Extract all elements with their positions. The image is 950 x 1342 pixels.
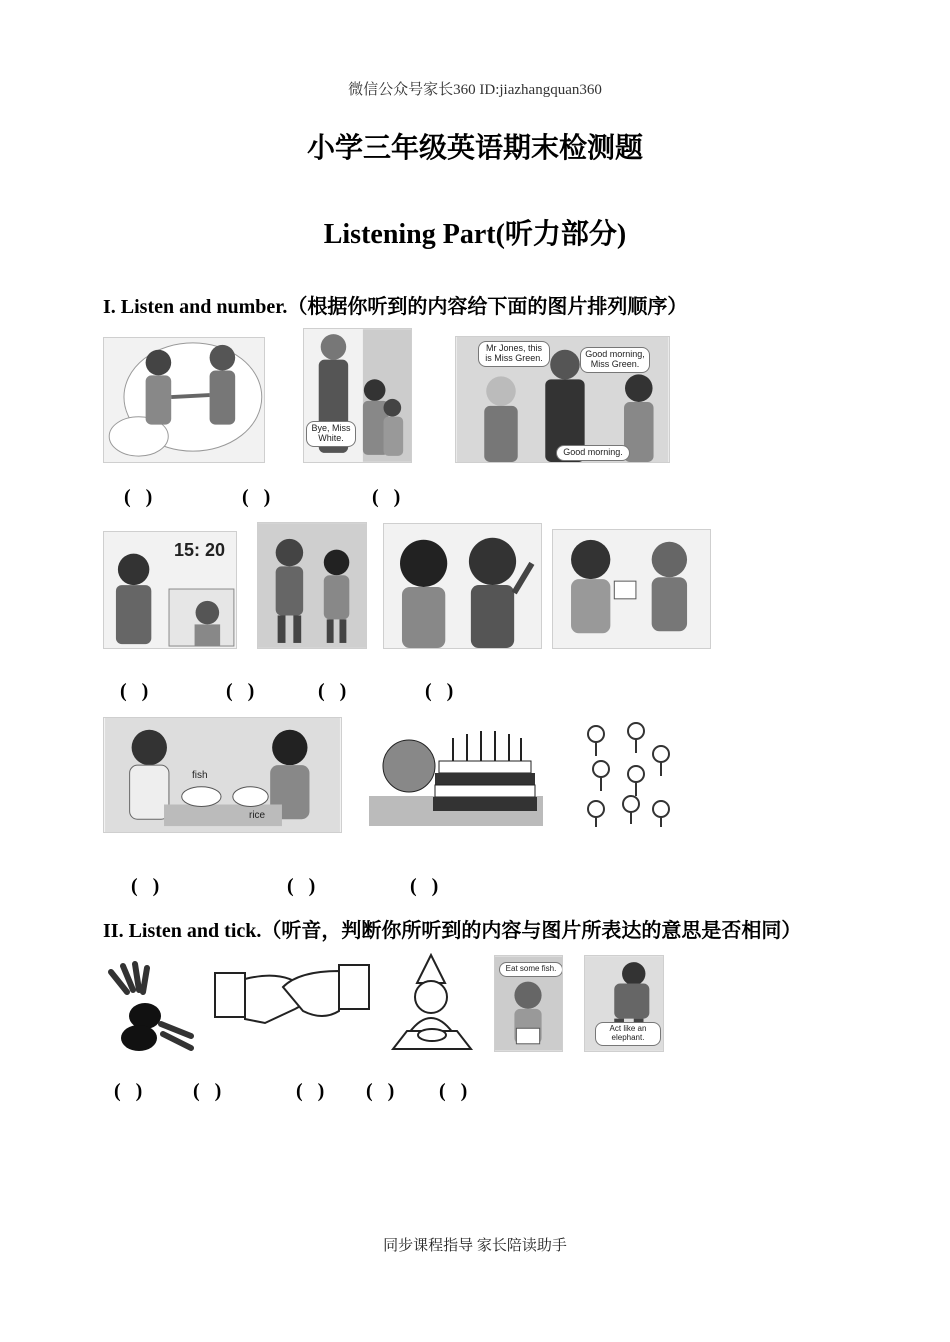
- picture-monkeys: [576, 719, 676, 831]
- bubble-act-like-elephant: Act like an elephant.: [595, 1022, 661, 1046]
- picture-introduction: [455, 336, 670, 463]
- picture-kids-with-toy: [552, 529, 711, 649]
- answer-bracket-1-2[interactable]: ( ): [242, 486, 271, 508]
- picture-waving-kids: [383, 523, 542, 649]
- answer-bracket-4-5[interactable]: ( ): [439, 1080, 468, 1102]
- answer-bracket-4-4[interactable]: ( ): [366, 1080, 395, 1102]
- picture-birthday-cake: [369, 716, 543, 826]
- picture-eat-some-fish: [494, 955, 563, 1052]
- section-2-heading: II. Listen and tick.（听音，判断你所听到的内容与图片所表达的意思是否相同）: [103, 920, 802, 942]
- picture-act-like-elephant: [584, 955, 664, 1052]
- clock-time: 15: 20: [174, 540, 226, 560]
- section-1-heading: I. Listen and number.（根据你听到的内容给下面的图片排列顺序）: [103, 296, 688, 318]
- answer-bracket-4-1[interactable]: ( ): [114, 1080, 143, 1102]
- answer-bracket-3-3[interactable]: ( ): [410, 875, 439, 897]
- answer-bracket-3-2[interactable]: ( ): [287, 875, 316, 897]
- answer-bracket-4-3[interactable]: ( ): [296, 1080, 325, 1102]
- label-fish: fish: [192, 770, 208, 781]
- picture-fish-and-rice: [103, 717, 342, 833]
- picture-number-eight-hands: [103, 960, 199, 1052]
- bubble-introduction: Mr Jones, this is Miss Green.: [478, 341, 550, 367]
- bubble-good-morning-miss-green: Good morning, Miss Green.: [580, 347, 650, 373]
- bubble-eat-some-fish: Eat some fish.: [499, 962, 563, 977]
- bubble-bye: Bye, Miss White.: [306, 421, 356, 447]
- answer-bracket-1-3[interactable]: ( ): [372, 486, 401, 508]
- answer-bracket-3-1[interactable]: ( ): [131, 875, 160, 897]
- picture-clock-goodbye: [103, 531, 237, 649]
- answer-bracket-1-1[interactable]: ( ): [124, 486, 153, 508]
- answer-bracket-2-3[interactable]: ( ): [318, 680, 347, 702]
- answer-bracket-2-1[interactable]: ( ): [120, 680, 149, 702]
- page-title: 小学三年级英语期末检测题: [306, 133, 643, 164]
- bubble-good-morning: Good morning.: [556, 445, 630, 461]
- picture-birthday-girl: [387, 953, 477, 1052]
- label-rice: rice: [249, 810, 266, 821]
- answer-bracket-2-2[interactable]: ( ): [226, 680, 255, 702]
- page-subtitle: Listening Part(听力部分): [323, 219, 627, 250]
- page-header: 微信公众号家长360 ID:jiazhangquan360: [348, 82, 602, 98]
- picture-shaking-hands: [213, 955, 371, 1037]
- picture-bye-miss-white: [303, 328, 412, 463]
- picture-walking-kids: [257, 522, 367, 649]
- answer-bracket-2-4[interactable]: ( ): [425, 680, 454, 702]
- answer-bracket-4-2[interactable]: ( ): [193, 1080, 222, 1102]
- page-footer: 同步课程指导 家长陪读助手: [383, 1238, 567, 1254]
- picture-handshake: [103, 337, 265, 463]
